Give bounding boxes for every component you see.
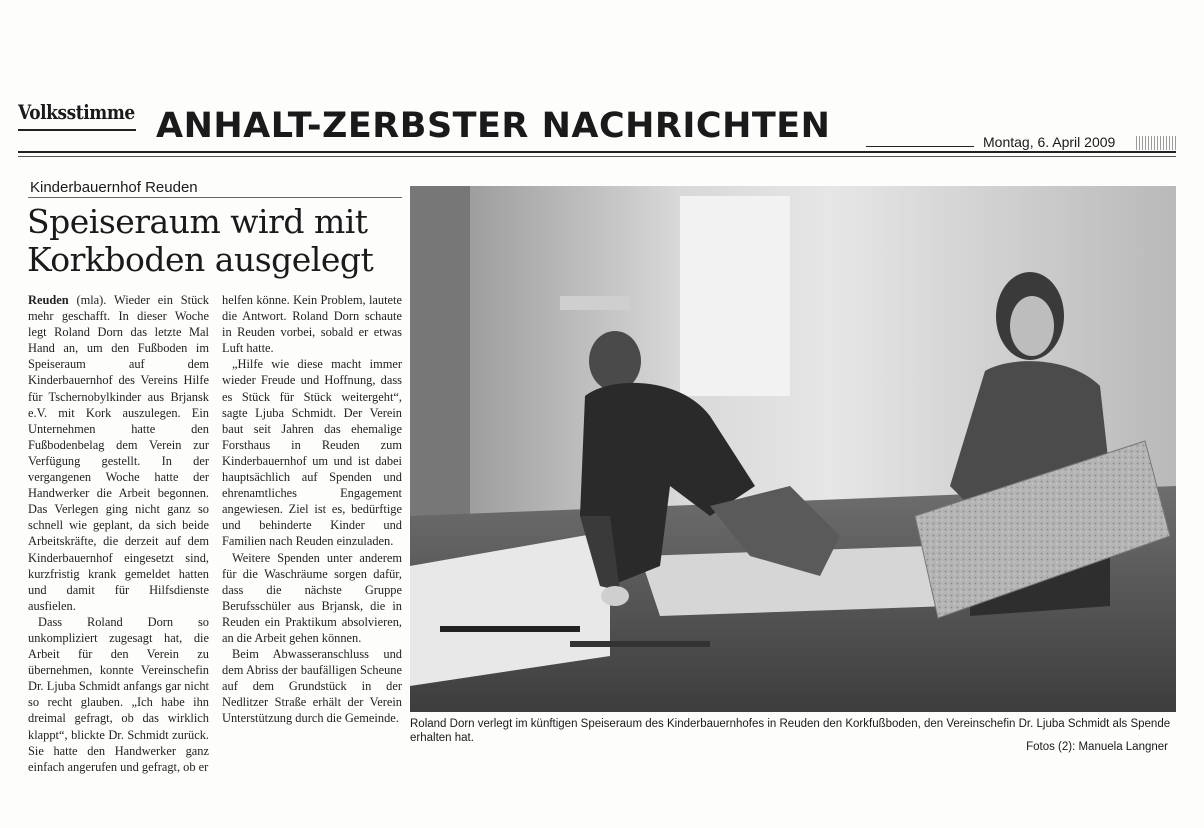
article-headline: Speiseraum wird mit Korkboden ausgelegt	[27, 202, 374, 279]
article-paragraph: helfen könne. Kein Problem, lautete die Antwort. Roland Dorn schaute in Reuden vorbei, sobald er etwas Luft hatte.	[222, 293, 402, 356]
kicker-underline	[28, 197, 402, 198]
article-paragraph: Dass Roland Dorn so unkompliziert zugesagt hat, die Arbeit für den Verein zu übernehmen, konnte Vereinschefin Dr. Ljuba Schmidt anfangs gar nicht so recht glauben. „Ich habe ihn dreimal gefragt, ob das wirklich klappt“, blickte Dr. Schmidt zurück. Sie hatte den Handwerker ganz einfach angerufen und gefragt, ob er	[28, 614, 209, 774]
article-column-2	[222, 292, 402, 727]
masthead-hatch	[1136, 136, 1176, 150]
photo-credit: Fotos (2): Manuela Langner	[1026, 741, 1168, 753]
dateline: Reuden	[28, 293, 69, 307]
masthead-rule-left	[18, 129, 136, 131]
masthead-rule-mid	[866, 146, 974, 147]
article-kicker: Kinderbauernhof Reuden	[30, 179, 198, 196]
article-paragraph: „Hilfe wie diese macht immer wieder Freude und Hoffnung, dass es Stück für Stück weitergeht“, sagte Ljuba Schmidt. Der Verein baut seit Jahren das ehemalige Forsthaus in Reuden zum Kinderbauernhof um und ist dabei hauptsächlich auf Spenden und ehrenamtliches Engagement angewiesen. Ziel ist es, bedürftige und behinderte Kinder und Familien nach Reuden einzuladen.	[222, 357, 402, 549]
article-photo	[410, 186, 1176, 712]
paragraph-text: (mla). Wieder ein Stück mehr geschafft. In dieser Woche legt Roland Dorn das letzte Mal Hand an, um den Fußboden im Speiseraum auf dem Kinderbauernhof des Vereins Hilfe für Tschernobylkinder aus Brjansk e.V. mit Kork auszulegen. Ein Unternehmen hatte den Fußbodenbelag dem Verein zur Verfügung gestellt. In der vergangenen Woche hatte der Handwerker die Arbeit begonnen. Das Verlegen ging nicht ganz so schnell wie geplant, da sich beide Arbeitskräfte, die derzeit auf dem Kinderbauernhof eingesetzt sind, kurzfristig krank gemeldet hatten und damit für Hilfsdienste ausfielen.	[28, 293, 209, 613]
article-paragraph: Beim Abwasseranschluss und dem Abriss der baufälligen Scheune auf dem Grundstück in der Nedlitzer Straße erhält der Verein Unterstützung durch die Gemeinde.	[222, 647, 402, 726]
article-column-1	[28, 292, 209, 775]
newspaper-brand: Volksstimme	[18, 100, 135, 124]
issue-date: Montag, 6. April 2009	[983, 134, 1116, 150]
article-paragraph	[28, 292, 209, 614]
article-paragraph: Weitere Spenden unter anderem für die Waschräume sorgen dafür, dass die nächste Gruppe Berufsschüler aus Brjansk, die in Reuden ein Praktikum absolvieren, an die Arbeit gehen können.	[222, 550, 402, 645]
photo-caption: Roland Dorn verlegt im künftigen Speiseraum des Kinderbauernhofes in Reuden den Korkfußboden, den Vereinschefin Dr. Ljuba Schmidt als Spende erhalten hat.	[410, 718, 1171, 744]
masthead-rule-thin	[18, 156, 1176, 157]
section-title: ANHALT-ZERBSTER NACHRICHTEN	[156, 106, 831, 146]
photo-illustration	[410, 186, 1176, 712]
masthead-rule	[18, 151, 1176, 153]
